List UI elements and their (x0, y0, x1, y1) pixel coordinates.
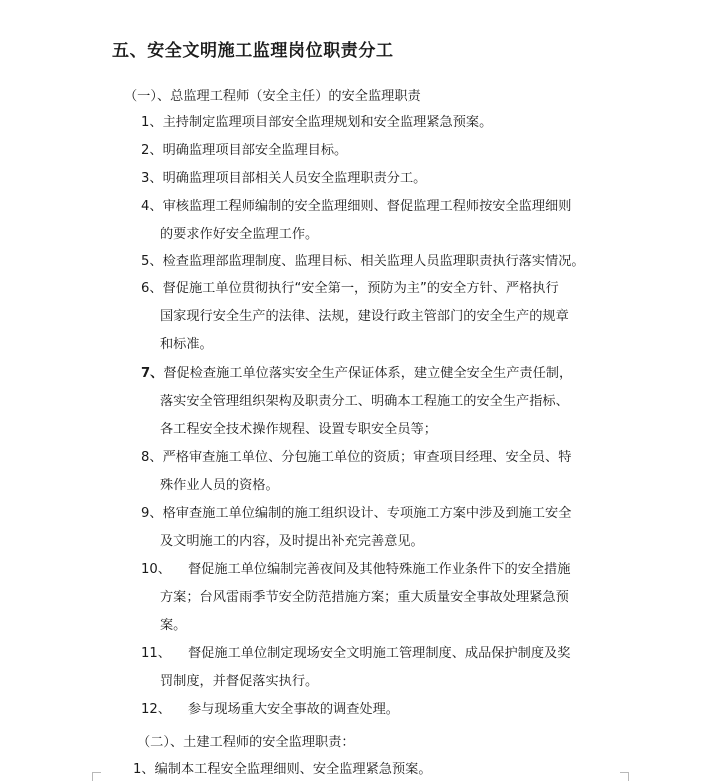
list-item: 3、明确监理项目部相关人员安全监理职责分工。 (141, 171, 427, 186)
list-item-continuation: 的要求作好安全监理工作。 (160, 227, 319, 242)
list-item (141, 562, 570, 578)
list-item-text: 督促施工单位编制完善夜间及其他特殊施工作业条件下的安全措施 (188, 562, 571, 577)
list-item-continuation: 案。 (160, 618, 187, 633)
page-corner-marker (92, 772, 101, 781)
list-item-continuation: 及文明施工的内容，及时提出补充完善意见。 (160, 534, 424, 549)
subsection-title: （一）、总监理工程师（安全主任）的安全监理职责 (124, 89, 421, 104)
list-item-text: 督促检查施工单位落实安全生产保证体系，建立健全安全生产责任制， (163, 366, 573, 381)
section-heading: 五、安全文明施工监理岗位职责分工 (112, 41, 394, 61)
list-item: 6、督促施工单位贯彻执行“安全第一，预防为主”的安全方针、严格执行 (141, 281, 559, 296)
list-item-text: 参与现场重大安全事故的调查处理。 (188, 702, 399, 717)
list-item-number: 7、 (141, 366, 164, 381)
list-item: 8、严格审查施工单位、分包施工单位的资质；审查项目经理、安全员、特 (141, 450, 572, 465)
list-item-continuation: 各工程安全技术操作规程、设置专职安全员等； (160, 422, 437, 437)
list-item (141, 366, 572, 382)
list-item: 4、审核监理工程师编制的安全监理细则、督促监理工程师按安全监理细则 (141, 199, 572, 214)
list-item: 2、明确监理项目部安全监理目标。 (141, 143, 348, 158)
list-item-continuation: 殊作业人员的资格。 (160, 478, 279, 493)
page-corner-marker (620, 772, 629, 781)
list-item-continuation: 罚制度，并督促落实执行。 (160, 674, 319, 689)
list-item-continuation: 落实安全管理组织架构及职责分工、明确本工程施工的安全生产指标、 (160, 394, 569, 409)
list-item-continuation: 国家现行安全生产的法律、法规，建设行政主管部门的安全生产的规章 (160, 309, 569, 324)
list-item-number: 10、 (141, 562, 171, 577)
list-item-text: 督促施工单位制定现场安全文明施工管理制度、成品保护制度及奖 (188, 646, 571, 661)
list-item-continuation: 方案；台风雷雨季节安全防范措施方案；重大质量安全事故处理紧急预 (160, 590, 569, 605)
list-item-continuation: 和标准。 (160, 337, 213, 352)
list-item-number: 11、 (141, 646, 171, 661)
list-item: 1、编制本工程安全监理细则、安全监理紧急预案。 (133, 762, 432, 777)
list-item-number: 12、 (141, 702, 171, 717)
list-item (141, 646, 570, 662)
subsection-title: （二）、土建工程师的安全监理职责： (137, 735, 355, 750)
list-item (141, 702, 399, 718)
list-item: 5、检查监理部监理制度、监理目标、相关监理人员监理职责执行落实情况。 (141, 254, 585, 269)
list-item: 9、格审查施工单位编制的施工组织设计、专项施工方案中涉及到施工安全 (141, 506, 572, 521)
list-item: 1、主持制定监理项目部安全监理规划和安全监理紧急预案。 (141, 115, 493, 130)
